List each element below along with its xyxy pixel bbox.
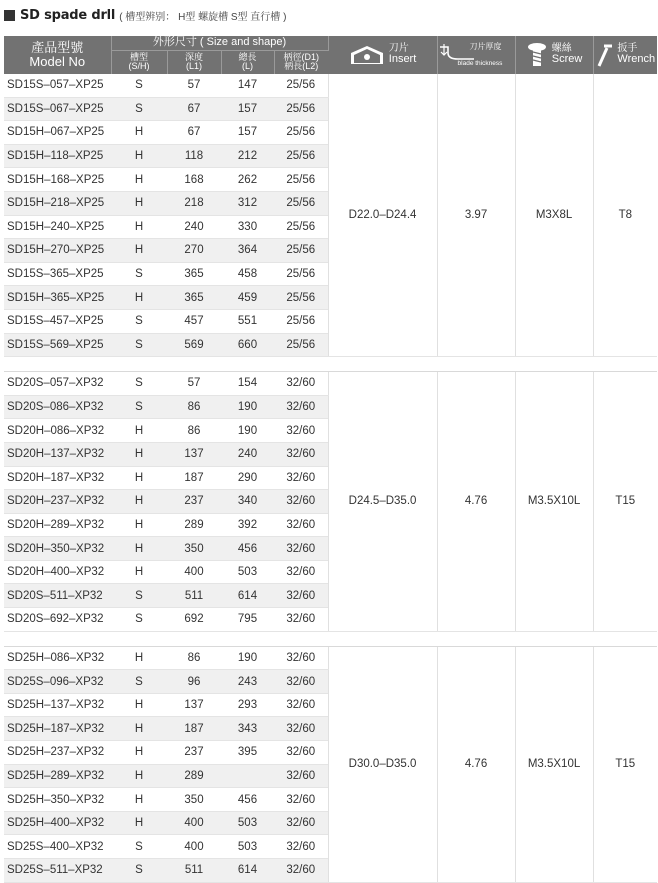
cell-depth: 457 [167, 309, 221, 333]
cell-total-length: 190 [221, 646, 274, 670]
cell-depth: 187 [167, 466, 221, 490]
spec-body [4, 74, 657, 882]
cell-shank: 32/60 [274, 537, 328, 561]
cell-slot-type: H [111, 693, 167, 717]
cell-slot-type: S [111, 608, 167, 632]
cell-model: SD25H–289–XP32 [4, 764, 111, 788]
title-main: SD spade drll [20, 7, 116, 23]
cell-model: SD25H–137–XP32 [4, 693, 111, 717]
cell-model: SD25H–086–XP32 [4, 646, 111, 670]
cell-slot-type: S [111, 372, 167, 396]
cell-shank: 32/60 [274, 646, 328, 670]
cell-model: SD15H–218–XP25 [4, 191, 111, 215]
cell-total-length: 503 [221, 811, 274, 835]
cell-depth: 57 [167, 372, 221, 396]
cell-model: SD15S–457–XP25 [4, 309, 111, 333]
cell-total-length: 190 [221, 419, 274, 443]
cell-total-length: 795 [221, 608, 274, 632]
cell-depth: 350 [167, 788, 221, 812]
cell-slot-type: S [111, 74, 167, 97]
cell-shank: 32/60 [274, 835, 328, 859]
cell-shank: 32/60 [274, 788, 328, 812]
cell-total-length: 614 [221, 859, 274, 883]
cell-total-length: 190 [221, 395, 274, 419]
cell-model: SD20H–187–XP32 [4, 466, 111, 490]
cell-shank: 25/56 [274, 191, 328, 215]
cell-depth: 400 [167, 835, 221, 859]
cell-depth: 187 [167, 717, 221, 741]
cell-slot-type: S [111, 309, 167, 333]
cell-model: SD20H–237–XP32 [4, 490, 111, 514]
cell-slot-type: S [111, 97, 167, 121]
table-row [4, 372, 657, 396]
cell-total-length [221, 764, 274, 788]
cell-shank: 32/60 [274, 490, 328, 514]
cell-shank: 32/60 [274, 560, 328, 584]
cell-total-length: 364 [221, 239, 274, 263]
header-screw: 螺絲 Screw [515, 36, 593, 74]
cell-shank: 25/56 [274, 333, 328, 357]
cell-total-length: 458 [221, 262, 274, 286]
cell-shank: 25/56 [274, 286, 328, 310]
cell-model: SD20S–086–XP32 [4, 395, 111, 419]
cell-model: SD15S–569–XP25 [4, 333, 111, 357]
cell-model: SD25H–400–XP32 [4, 811, 111, 835]
cell-slot-type: S [111, 262, 167, 286]
cell-slot-type: H [111, 646, 167, 670]
cell-depth: 511 [167, 584, 221, 608]
cell-depth: 96 [167, 670, 221, 694]
cell-model: SD25H–237–XP32 [4, 741, 111, 765]
cell-depth: 350 [167, 537, 221, 561]
cell-shank: 25/56 [274, 168, 328, 192]
cell-total-length: 290 [221, 466, 274, 490]
cell-slot-type: H [111, 419, 167, 443]
header-slot: 槽型 (S/H) [111, 50, 167, 74]
cell-shank: 32/60 [274, 372, 328, 396]
cell-total-length: 614 [221, 584, 274, 608]
cell-shank: 32/60 [274, 764, 328, 788]
cell-shank: 32/60 [274, 466, 328, 490]
cell-model: SD20H–137–XP32 [4, 442, 111, 466]
cell-blade-thickness: 3.97 [437, 74, 515, 357]
cell-depth: 137 [167, 442, 221, 466]
cell-depth: 168 [167, 168, 221, 192]
cell-depth: 240 [167, 215, 221, 239]
cell-shank: 32/60 [274, 693, 328, 717]
header-total-length: 總長 (L) [221, 50, 274, 74]
cell-slot-type: S [111, 859, 167, 883]
cell-shank: 32/60 [274, 859, 328, 883]
cell-model: SD20H–400–XP32 [4, 560, 111, 584]
cell-slot-type: S [111, 835, 167, 859]
cell-shank: 32/60 [274, 811, 328, 835]
cell-total-length: 147 [221, 74, 274, 97]
cell-wrench: T8 [593, 74, 657, 357]
cell-shank: 32/60 [274, 584, 328, 608]
cell-shank: 32/60 [274, 670, 328, 694]
cell-model: SD20S–511–XP32 [4, 584, 111, 608]
cell-shank: 32/60 [274, 442, 328, 466]
cell-model: SD25S–511–XP32 [4, 859, 111, 883]
cell-depth: 67 [167, 97, 221, 121]
cell-model: SD20S–692–XP32 [4, 608, 111, 632]
cell-total-length: 154 [221, 372, 274, 396]
cell-model: SD20H–350–XP32 [4, 537, 111, 561]
cell-total-length: 312 [221, 191, 274, 215]
cell-total-length: 459 [221, 286, 274, 310]
cell-total-length: 157 [221, 121, 274, 145]
cell-shank: 32/60 [274, 395, 328, 419]
cell-model: SD15S–057–XP25 [4, 74, 111, 97]
cell-slot-type: H [111, 442, 167, 466]
cell-model: SD15H–365–XP25 [4, 286, 111, 310]
cell-blade-thickness: 4.76 [437, 372, 515, 632]
page-title [4, 6, 286, 24]
cell-model: SD15S–365–XP25 [4, 262, 111, 286]
cell-total-length: 340 [221, 490, 274, 514]
cell-total-length: 343 [221, 717, 274, 741]
cell-depth: 569 [167, 333, 221, 357]
cell-total-length: 157 [221, 97, 274, 121]
cell-blade-thickness: 4.76 [437, 646, 515, 882]
cell-depth: 86 [167, 646, 221, 670]
cell-shank: 25/56 [274, 215, 328, 239]
cell-wrench: T15 [593, 372, 657, 632]
cell-model: SD25H–350–XP32 [4, 788, 111, 812]
cell-depth: 86 [167, 395, 221, 419]
cell-insert-range: D30.0–D35.0 [328, 646, 437, 882]
cell-slot-type: H [111, 537, 167, 561]
cell-model: SD20S–057–XP32 [4, 372, 111, 396]
cell-depth: 289 [167, 513, 221, 537]
header-size-group: 外形尺寸 ( Size and shape) [111, 36, 328, 50]
cell-model: SD15H–168–XP25 [4, 168, 111, 192]
table-row [4, 74, 657, 97]
cell-total-length: 503 [221, 560, 274, 584]
cell-model: SD15H–270–XP25 [4, 239, 111, 263]
cell-depth: 400 [167, 811, 221, 835]
header-blade: 刀片厚度 blade thickness [437, 36, 515, 74]
cell-slot-type: H [111, 466, 167, 490]
spec-table [4, 36, 657, 883]
cell-slot-type: H [111, 788, 167, 812]
cell-slot-type: H [111, 215, 167, 239]
cell-total-length: 262 [221, 168, 274, 192]
group-separator [4, 631, 657, 646]
cell-shank: 25/56 [274, 262, 328, 286]
table-row [4, 646, 657, 670]
cell-depth: 289 [167, 764, 221, 788]
header-row-1 [4, 36, 657, 50]
cell-slot-type: H [111, 144, 167, 168]
cell-model: SD15H–067–XP25 [4, 121, 111, 145]
cell-depth: 57 [167, 74, 221, 97]
cell-model: SD15H–240–XP25 [4, 215, 111, 239]
wrench-icon [595, 42, 613, 68]
cell-insert-range: D24.5–D35.0 [328, 372, 437, 632]
cell-total-length: 392 [221, 513, 274, 537]
cell-depth: 237 [167, 490, 221, 514]
cell-depth: 67 [167, 121, 221, 145]
cell-total-length: 503 [221, 835, 274, 859]
cell-total-length: 660 [221, 333, 274, 357]
cell-slot-type: H [111, 168, 167, 192]
cell-depth: 237 [167, 741, 221, 765]
cell-slot-type: H [111, 717, 167, 741]
cell-shank: 25/56 [274, 74, 328, 97]
cell-slot-type: H [111, 811, 167, 835]
cell-shank: 25/56 [274, 144, 328, 168]
cell-slot-type: S [111, 395, 167, 419]
cell-model: SD15S–067–XP25 [4, 97, 111, 121]
cell-depth: 511 [167, 859, 221, 883]
cell-total-length: 456 [221, 537, 274, 561]
cell-depth: 692 [167, 608, 221, 632]
cell-wrench: T15 [593, 646, 657, 882]
cell-slot-type: H [111, 560, 167, 584]
cell-model: SD15H–118–XP25 [4, 144, 111, 168]
cell-slot-type: S [111, 584, 167, 608]
cell-shank: 32/60 [274, 419, 328, 443]
screw-icon [526, 42, 548, 68]
cell-slot-type: H [111, 741, 167, 765]
cell-total-length: 240 [221, 442, 274, 466]
header-wrench: 扳手 Wrench [593, 36, 657, 74]
cell-slot-type: H [111, 490, 167, 514]
square-bullet-icon [4, 10, 15, 21]
cell-slot-type: H [111, 121, 167, 145]
cell-slot-type: S [111, 670, 167, 694]
cell-slot-type: H [111, 239, 167, 263]
title-note: ( 槽型辨别： H型 螺旋槽 S型 直行槽 ) [119, 11, 287, 23]
cell-slot-type: S [111, 333, 167, 357]
cell-model: SD25S–096–XP32 [4, 670, 111, 694]
cell-total-length: 212 [221, 144, 274, 168]
cell-depth: 365 [167, 286, 221, 310]
cell-model: SD20H–086–XP32 [4, 419, 111, 443]
cell-total-length: 243 [221, 670, 274, 694]
cell-shank: 25/56 [274, 239, 328, 263]
cell-screw: M3.5X10L [515, 372, 593, 632]
cell-depth: 400 [167, 560, 221, 584]
cell-slot-type: H [111, 286, 167, 310]
cell-total-length: 395 [221, 741, 274, 765]
cell-shank: 32/60 [274, 717, 328, 741]
cell-shank: 32/60 [274, 513, 328, 537]
cell-depth: 365 [167, 262, 221, 286]
cell-total-length: 551 [221, 309, 274, 333]
cell-screw: M3X8L [515, 74, 593, 357]
cell-slot-type: H [111, 191, 167, 215]
cell-shank: 25/56 [274, 309, 328, 333]
cell-model: SD25H–187–XP32 [4, 717, 111, 741]
cell-depth: 270 [167, 239, 221, 263]
header-shank: 柄徑(D1) 柄長(L2) [274, 50, 328, 74]
cell-shank: 32/60 [274, 741, 328, 765]
cell-shank: 25/56 [274, 121, 328, 145]
cell-slot-type: H [111, 764, 167, 788]
group-separator [4, 357, 657, 372]
cell-insert-range: D22.0–D24.4 [328, 74, 437, 357]
cell-depth: 86 [167, 419, 221, 443]
cell-total-length: 330 [221, 215, 274, 239]
header-depth: 深度 (L1) [167, 50, 221, 74]
cell-shank: 32/60 [274, 608, 328, 632]
cell-total-length: 456 [221, 788, 274, 812]
cell-depth: 137 [167, 693, 221, 717]
cell-depth: 218 [167, 191, 221, 215]
cell-depth: 118 [167, 144, 221, 168]
cell-total-length: 293 [221, 693, 274, 717]
cell-shank: 25/56 [274, 97, 328, 121]
cell-model: SD20H–289–XP32 [4, 513, 111, 537]
header-insert: 刀片 Insert [328, 36, 437, 74]
header-model: 產品型號 Model No [4, 36, 111, 74]
cell-slot-type: H [111, 513, 167, 537]
cell-screw: M3.5X10L [515, 646, 593, 882]
insert-icon [349, 44, 385, 66]
cell-model: SD25S–400–XP32 [4, 835, 111, 859]
